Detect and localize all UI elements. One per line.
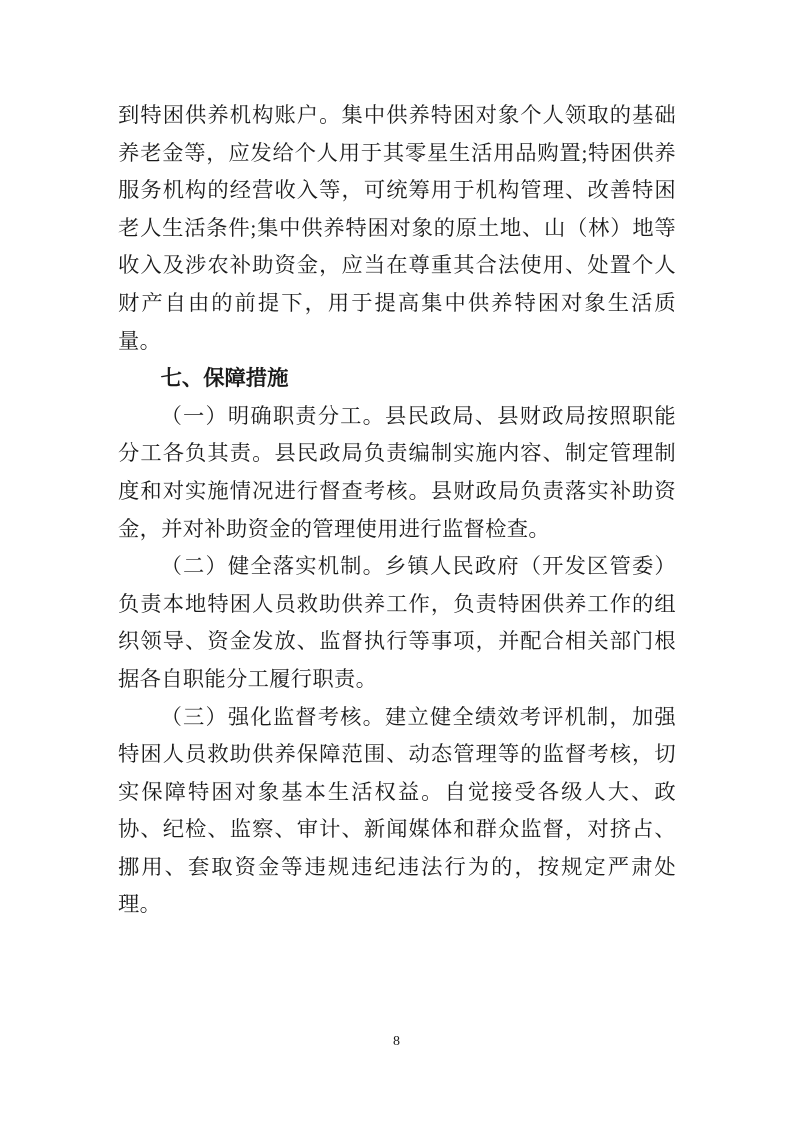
paragraph-item-1: （一）明确职责分工。县民政局、县财政局按照职能分工各负其责。县民政局负责编制实施内容、制定管理制度和对实施情况进行督查考核。县财政局负责落实补助资金，并对补助资金的管理使用进行监督检查。 — [118, 403, 676, 541]
document-body — [118, 97, 676, 924]
page-footer — [0, 1032, 793, 1051]
paragraph-item-2: （二）健全落实机制。乡镇人民政府（开发区管委）负责本地特困人员救助供养工作，负责特困供养工作的组织领导、资金发放、监督执行等事项，并配合相关部门根据各自职能分工履行职责。 — [118, 554, 676, 691]
section-heading: 七、保障措施 — [160, 366, 289, 391]
paragraph-continuation: 到特困供养机构账户。集中供养特困对象个人领取的基础养老金等，应发给个人用于其零星生活用品购置;特困供养服务机构的经营收入等，可统筹用于机构管理、改善特困老人生活条件;集中供养特困对象的原土地、山（林）地等收入及涉农补助资金，应当在尊重其合法使用、处置个人财产自由的前提下，用于提高集中供养特困对象生活质量。 — [118, 103, 676, 353]
page-number: 8 — [393, 1034, 400, 1049]
paragraph-item-3: （三）强化监督考核。建立健全绩效考评机制，加强特困人员救助供养保障范围、动态管理等的监督考核，切实保障特困对象基本生活权益。自觉接受各级人大、政协、纪检、监察、审计、新闻媒体和群众监督，对挤占、挪用、套取资金等违规违纪违法行为的，按规定严肃处理。 — [118, 704, 676, 917]
